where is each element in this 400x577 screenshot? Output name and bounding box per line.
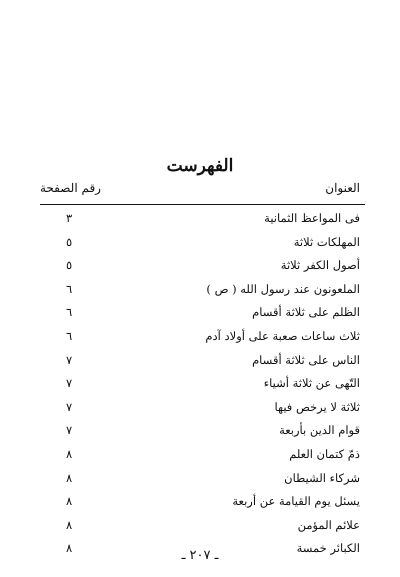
list-item [40,302,365,326]
entry-page: ٣ [66,211,73,225]
entry-title: ثلاث ساعات صعبة على أولاد آدم [205,328,360,343]
entry-page: ٥ [66,258,73,273]
list-item [40,373,365,397]
entry-page: ٨ [66,517,73,532]
entry-title: يسئل يوم القيامة عن أربعة [232,494,360,509]
list-item [40,279,365,303]
entry-page: ٦ [66,305,73,320]
entry-page: ٦ [66,281,73,296]
entry-page: ٧ [66,399,73,414]
entry-title: الناس على ثلاثة أقسام [252,352,360,367]
entry-page: ٨ [66,446,73,461]
list-item [40,468,365,492]
list-item [40,491,365,515]
page-number: ـ ٢٠٧ ـ [181,548,219,563]
entry-page: ٧ [66,376,73,391]
entry-page: ٨ [66,494,73,509]
entry-title: علائم المؤمن [297,517,360,532]
entry-page: ٥ [66,234,73,249]
list-item [40,515,365,539]
entry-page: ٧ [66,423,73,438]
entry-title: شركاء الشيطان [284,470,360,485]
column-header-page: رقم الصفحة [40,181,101,195]
list-item [40,397,365,421]
list-item [40,420,365,444]
entry-page: ٦ [66,328,73,343]
list-item [40,208,365,232]
list-item [40,232,365,256]
column-header-title: العنوان [325,181,360,195]
index-list [40,208,365,562]
entry-page: ٨ [66,541,73,556]
entry-title: الظلم على ثلاثة أقسام [252,305,360,320]
entry-title: فى المواعظ الثمانية [264,211,360,225]
list-item [40,255,365,279]
entry-title: ثلاثة لا يرخص فيها [274,399,360,414]
entry-title: أصول الكفر ثلاثة [280,258,360,273]
entry-title: المهلكات ثلاثة [293,234,360,249]
list-item [40,444,365,468]
entry-title: قوام الدين بأربعة [279,423,360,438]
list-item [40,350,365,374]
entry-title: الكبائر خمسة [296,541,360,556]
entry-title: الملعونون عند رسول الله ( ص ) [206,281,360,296]
entry-title: ذمّ كتمان العلم [289,446,360,461]
entry-title: التّهى عن ثلاثة أشياء [263,376,360,391]
table-header [40,181,365,201]
entry-page: ٧ [66,352,73,367]
entry-page: ٨ [66,470,73,485]
list-item [40,326,365,350]
page-title: الفهرست [166,156,234,176]
header-divider [40,204,365,205]
